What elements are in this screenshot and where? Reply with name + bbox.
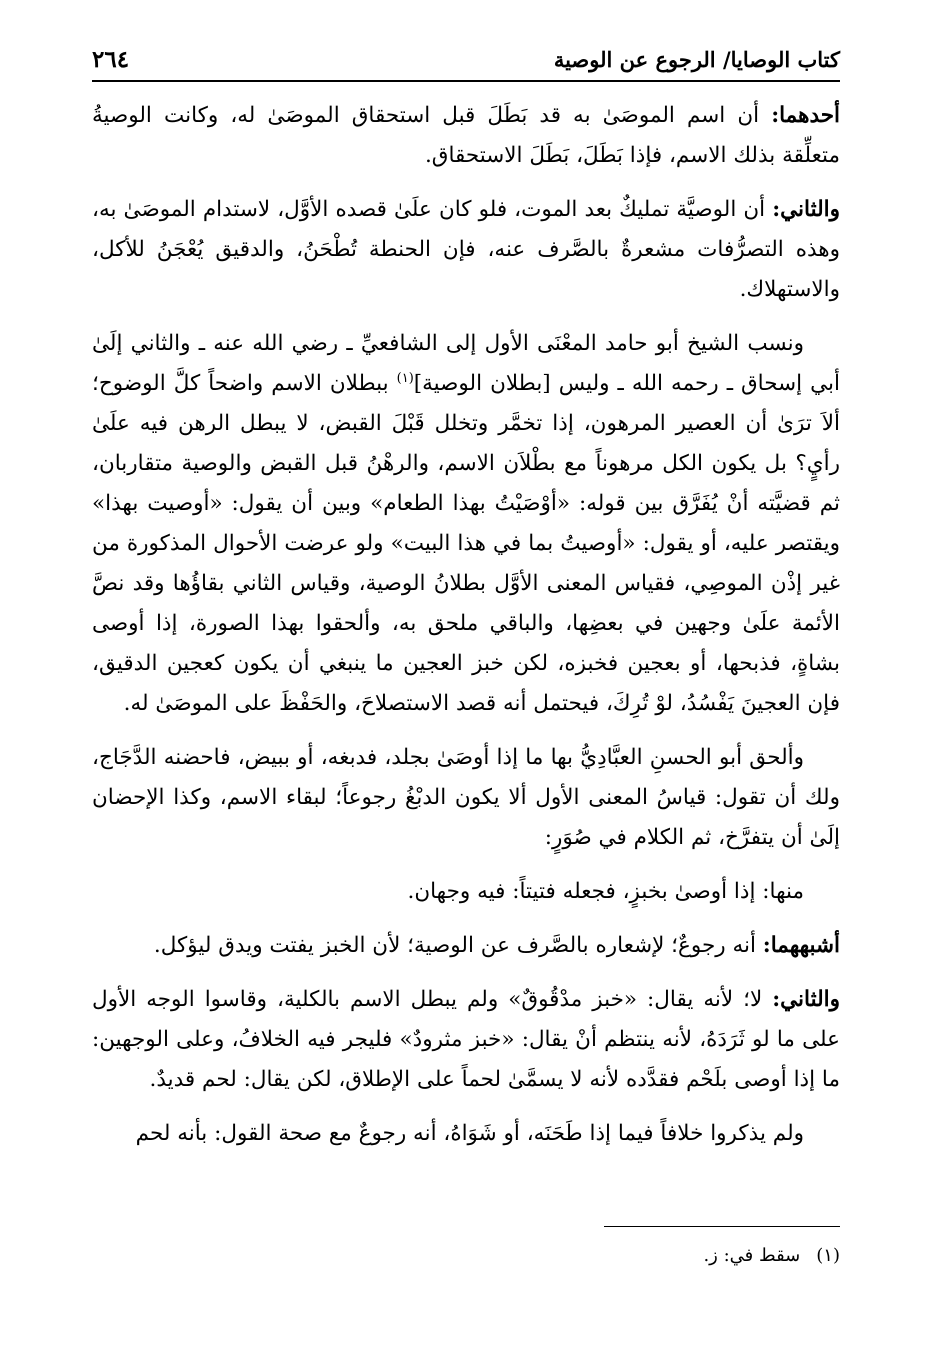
paragraph-text: لا؛ لأنه يقال: «خبز مدْقُوقٌ» ولم يبطل الاسم بالكلية، وقاسوا الوجه الأول على ما لو ثَرَدَهُ، لأنه ينتظم أنْ يقال: «خبز مثرودٌ» فليجر فيه الخلافُ، وعلى الوجهين: ما إذا أوصى بلَحْم فقدَّده لأنه لا يسمَّىٰ لحماً على الإطلاق، لكن يقال: لحم قديدٌ. <box>92 987 840 1092</box>
paragraph-text: ولم يذكروا خلافاً فيما إذا طَحَنَه، أو شَوَاهُ، أنه رجوعٌ مع صحة القول: بأنه لحم <box>135 1121 804 1146</box>
footnote-number: (١) <box>816 1245 840 1266</box>
paragraph-text: وألحق أبو الحسنِ العبَّادِيُّ بها ما إذا أوصَىٰ بجلد، فدبغه، أو ببيض، فاحضنه الدَّجَاج، ولك أن تقول: قياسُ المعنى الأول ألا يكون الدبْغُ رجوعاً؛ لبقاء الاسم، وكذا الإحضان إلَىٰ أن يتفرَّخ، ثم الكلام في صُوَرٍ: <box>92 745 840 850</box>
paragraph-text: ونسب الشيخ أبو حامد المعْنَى الأول إلى الشافعيِّ ـ رضي الله عنه ـ والثاني إلَىٰ أبي إسحاق ـ رحمه الله ـ وليس [بطلان الوصية] <box>92 331 840 396</box>
paragraph-lead: أشبههما: <box>762 933 840 958</box>
paragraph-4 <box>92 738 840 858</box>
paragraph-7 <box>92 980 840 1100</box>
page-number: ٢٦٤ <box>92 45 130 73</box>
running-title: كتاب الوصايا/ الرجوع عن الوصية <box>553 46 840 72</box>
paragraph-6 <box>92 926 840 966</box>
paragraph-text: أن اسم الموصَىٰ به قد بَطَلَ قبل استحقاق الموصَىٰ له، وكانت الوصيةُ متعلِّقة بذلك الاسم، فإذا بَطَلَ، بَطَلَ الاستحقاق. <box>92 103 840 168</box>
paragraph-2 <box>92 190 840 310</box>
paragraph-3 <box>92 324 840 724</box>
page-header <box>92 38 840 82</box>
footnote <box>440 1242 840 1270</box>
paragraph-8 <box>92 1114 840 1154</box>
paragraph-lead: والثاني: <box>772 987 840 1012</box>
main-text <box>92 96 840 1168</box>
paragraph-text: أنه رجوعٌ؛ لإشعاره بالصَّرف عن الوصية؛ لأن الخبز يفتت ويدق ليؤكل. <box>153 933 763 958</box>
footnote-reference[interactable]: (١) <box>396 370 414 386</box>
paragraph-text: منها: إذا أوصىٰ بخبزٍ، فجعله فتيتاً: فيه وجهان. <box>407 879 804 904</box>
paragraph-5 <box>92 872 840 912</box>
paragraph-lead: أحدهما: <box>771 103 840 128</box>
footnote-text: سقط في: ز. <box>703 1245 801 1266</box>
paragraph-lead: والثاني: <box>772 197 840 222</box>
paragraph-1 <box>92 96 840 176</box>
paragraph-text-continued: ببطلان الاسم واضحاً كلَّ الوضوح؛ ألاَ ترَىٰ أن العصير المرهون، إذا تخمَّر وتخلل قَبْلَ القبض، لا يبطل الرهن فيه علَىٰ رأيٍ؟ بل يكون الكل مرهوناً مع بطْلاَن الاسم، والرهْنُ قبل القبض والوصية متقاربان، ثم قضيَّته أنْ يُفَرَّق بين قوله: «أوْصَيْتُ بهذا الطعام» وبين أن يقول: «أوصيت بهذا» ويقتصر عليه، أو يقول: «أوصيتُ بما في هذا البيت» ولو عرضت الأحوال المذكورة من غير إذْن الموصِي، فقياس المعنى الأوَّل بطلانُ الوصية، وقياس الثاني بقاؤُها وقد نصَّ الأئمة علَىٰ وجهين في بعضِها، والباقي ملحق به، وألحقوا بهذا الصورة، إذا أوصى بشاةٍ، فذبحها، أو بعجين فخبزه، لكن خبز العجين ما ينبغي أن يكون كعجين الدقيق، فإن العجينَ يَفْسُدُ، لوْ تُرِكَ، فيحتمل أنه قصد الاستصلاحَ، والحَفْظَ على الموصَىٰ له. <box>92 371 840 716</box>
footnote-separator <box>604 1226 840 1227</box>
paragraph-text: أن الوصيَّة تمليكٌ بعد الموت، فلو كان علَىٰ قصده الأوَّل، لاستدام الموصَىٰ به، وهذه التصرُّفات مشعرةٌ بالصَّرف عنه، فإن الحنطة تُطْحَنُ، والدقيق يُعْجَنُ للأكل، والاستهلاك. <box>92 197 840 302</box>
